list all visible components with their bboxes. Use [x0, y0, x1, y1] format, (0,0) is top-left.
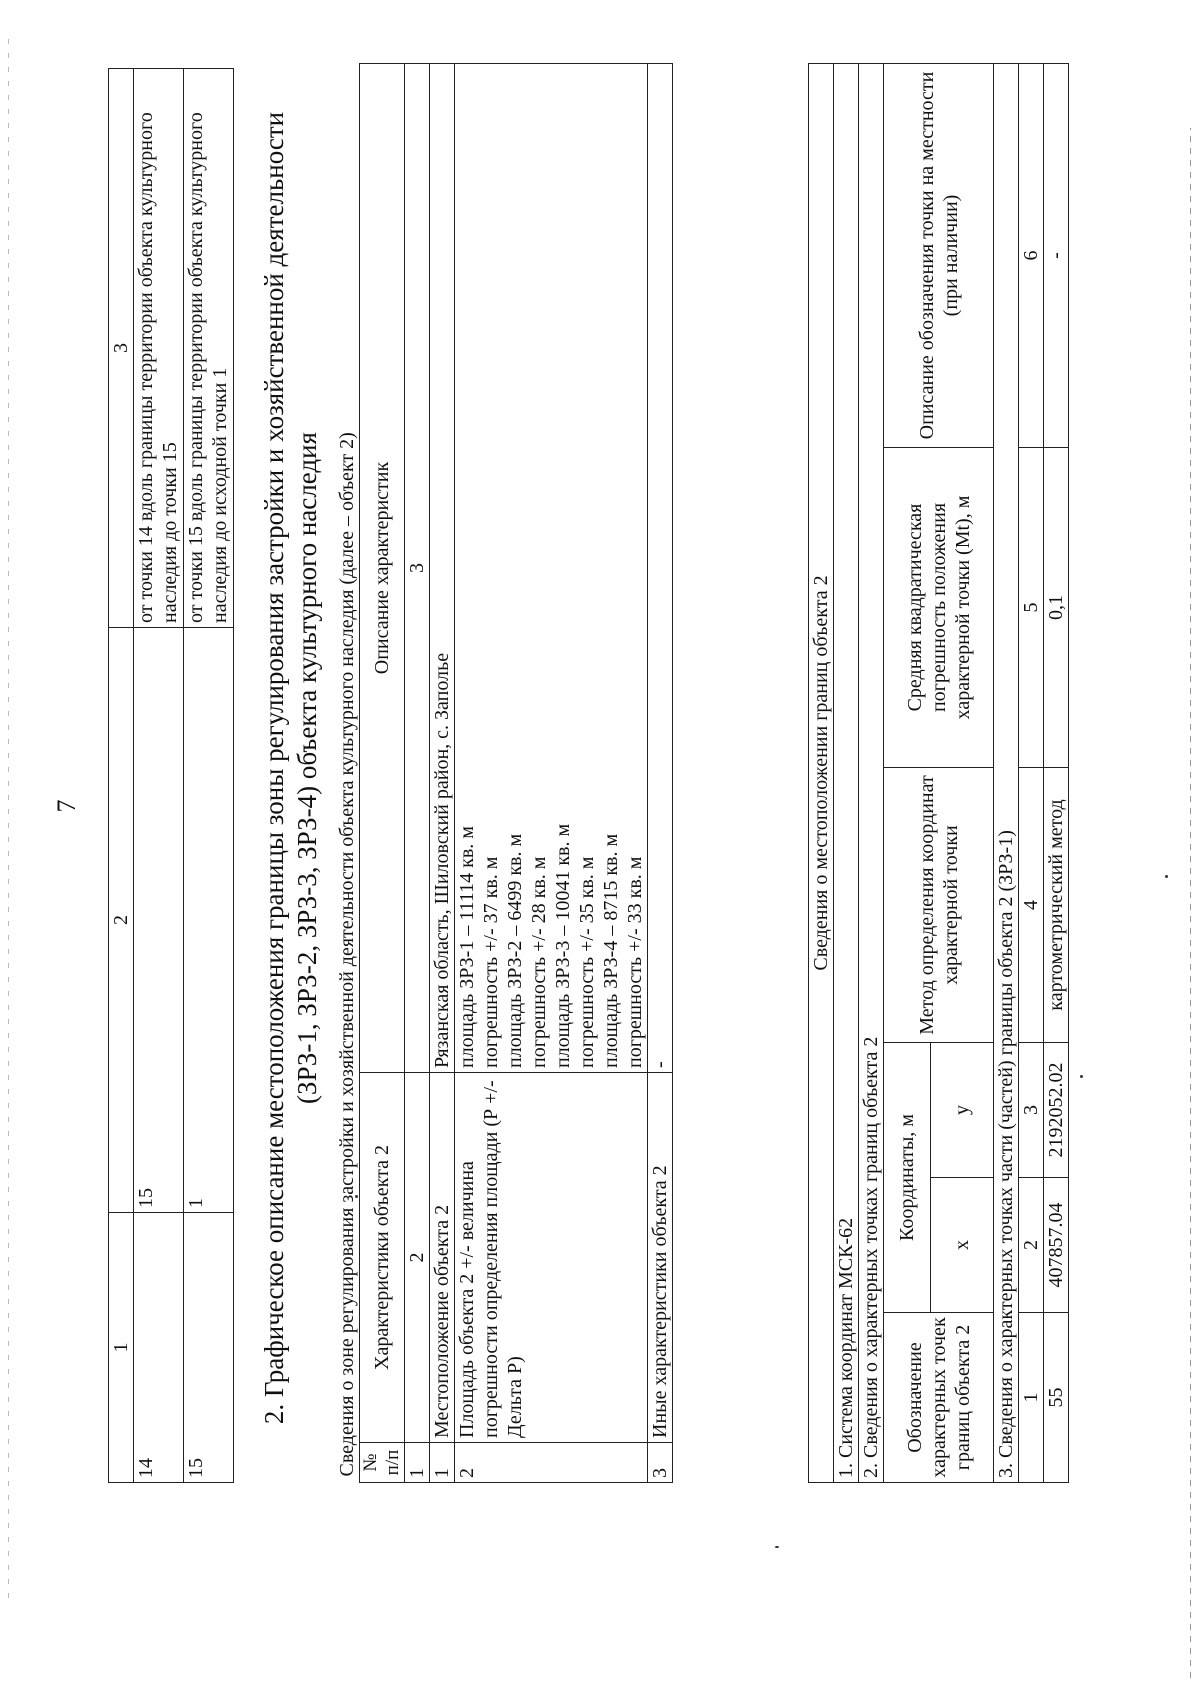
column-header-y: y: [931, 1043, 994, 1178]
table-row: [455, 64, 648, 1483]
section-title: 2. Графическое описание местоположения границы зоны регулирования застройки и хозяйственной деятельности (ЗРЗ-1, ЗРЗ-2, ЗРЗ-3, ЗРЗ-4) объекта культурного наследия: [259, 111, 322, 1425]
scan-speck: [1080, 1075, 1083, 1078]
row-description-area: [455, 64, 648, 1073]
column-header-number: № п/п: [360, 1443, 405, 1483]
area-line: погрешность +/- 28 кв. м: [528, 856, 550, 1068]
determination-method: картометрический метод: [1044, 768, 1069, 1043]
area-line: погрешность +/- 37 кв. м: [480, 856, 502, 1068]
boundary-coordinates-table: [808, 63, 1069, 1483]
table-row: [184, 69, 234, 1483]
area-line: погрешность +/- 33 кв. м: [624, 856, 646, 1068]
scan-speck: [1165, 875, 1168, 878]
area-line: площадь ЗРЗ-2 – 6499 кв. м: [504, 833, 526, 1068]
row-characteristic: Иные характеристики объекта 2: [648, 1073, 673, 1443]
row-description: Рязанская область, Шиловский район, с. Заполье: [430, 64, 455, 1073]
table-cell: 2: [1019, 1178, 1044, 1313]
scan-edge-line: [8, 38, 9, 1598]
column-header-designation: Обозначение характерных точек границ объекта 2: [884, 1313, 994, 1483]
boundary-description-table: [108, 68, 234, 1483]
table-cell: 2: [109, 628, 134, 1213]
coordinate-system-row: [834, 64, 859, 1483]
table-cell: 1: [109, 1213, 134, 1483]
scan-speck: [775, 1546, 779, 1548]
object-characteristics-table: [335, 63, 673, 1483]
table-caption: Сведения о местоположении границ объекта 2: [809, 64, 834, 1483]
table-caption-row: [335, 64, 360, 1483]
column-header-point-description: Описание обозначения точки на местности (при наличии): [884, 64, 994, 448]
area-line: площадь ЗРЗ-1 – 11114 кв. м: [456, 826, 478, 1068]
row-characteristic: Местоположение объекта 2: [430, 1073, 455, 1443]
table-row: [430, 64, 455, 1483]
table-index-row: [109, 69, 134, 1483]
table-cell: 1: [405, 1443, 430, 1483]
table-row: [1044, 64, 1069, 1483]
scan-edge-line: [1190, 128, 1191, 1678]
position-error: 0,1: [1044, 448, 1069, 768]
coordinate-x: 407857.04: [1044, 1178, 1069, 1313]
table-index-row: [1019, 64, 1044, 1483]
table-row: [134, 69, 184, 1483]
row-characteristic: Площадь объекта 2 +/- величина погрешности определения площади (Р +/- Дельта Р): [455, 1073, 648, 1443]
area-line: площадь ЗРЗ-3 – 10041 кв. м: [552, 823, 574, 1068]
boundary-description: от точки 14 вдоль границы территории объекта культурного наследия до точки 15: [134, 69, 184, 628]
table-row: [648, 64, 673, 1483]
points-section-title: 2. Сведения о характерных точках границ объекта 2: [859, 64, 884, 1483]
row-number: 1: [430, 1443, 455, 1483]
table-cell: 4: [1019, 768, 1044, 1043]
coordinate-system: 1. Система координат МСК-62: [834, 64, 859, 1483]
table-cell: 5: [1019, 448, 1044, 768]
table-cell: 1: [1019, 1313, 1044, 1483]
point-from: 14: [134, 1213, 184, 1483]
table-header-row: [360, 64, 405, 1483]
column-header-description: Описание характеристик: [360, 64, 405, 1073]
boundary-description: от точки 15 вдоль границы территории объекта культурного наследия до исходной точки 1: [184, 69, 234, 628]
section-row: [859, 64, 884, 1483]
table-index-row: [405, 64, 430, 1483]
column-header-x: x: [931, 1178, 994, 1313]
column-header-coordinates: Координаты, м: [884, 1043, 931, 1313]
table-header-row: [884, 64, 931, 1483]
area-line: погрешность +/- 35 кв. м: [576, 856, 598, 1068]
area-line: площадь ЗРЗ-4 – 8715 кв. м: [600, 833, 622, 1068]
point-description: -: [1044, 64, 1069, 448]
page-number: 7: [52, 799, 81, 813]
point-from: 15: [184, 1213, 234, 1483]
table-caption-row: [809, 64, 834, 1483]
row-description: -: [648, 64, 673, 1073]
table-caption: Сведения о зоне регулирования застройки и хозяйственной деятельности объекта культурного наследия (далее – объект 2): [336, 432, 358, 1477]
column-header-method: Метод определения координат характерной точки: [884, 768, 994, 1043]
section-row: [994, 64, 1019, 1483]
point-to: 1: [184, 628, 234, 1213]
table-cell: 3: [1019, 1043, 1044, 1178]
point-to: 15: [134, 628, 184, 1213]
column-header-characteristics: Характеристики объекта 2: [360, 1073, 405, 1443]
point-designation: 55: [1044, 1313, 1069, 1483]
row-number: 3: [648, 1443, 673, 1483]
coordinate-y: 2192052.02: [1044, 1043, 1069, 1178]
table-cell: 3: [405, 64, 430, 1073]
parts-section-title: 3. Сведения о характерных точках части (частей) границы объекта 2 (ЗРЗ-1): [994, 64, 1019, 1483]
table-cell: 2: [405, 1073, 430, 1443]
table-cell: 3: [109, 69, 134, 628]
column-header-error: Средняя квадратическая погрешность положения характерной точки (Mt), м: [884, 448, 994, 768]
row-number: 2: [455, 1443, 648, 1483]
table-cell: 6: [1019, 64, 1044, 448]
